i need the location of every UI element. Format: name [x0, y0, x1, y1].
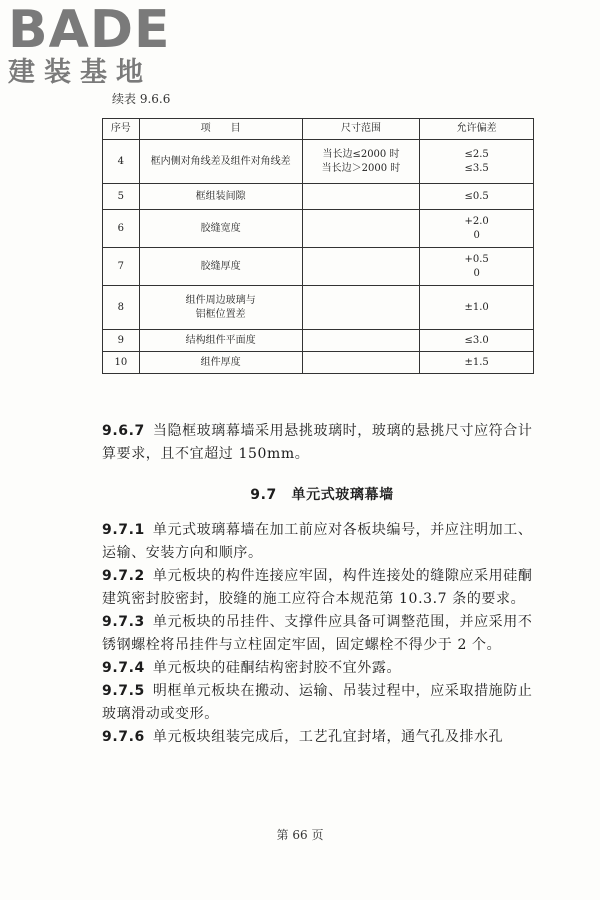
table-row	[103, 210, 534, 248]
row-tolerance-line: ≤3.0	[464, 334, 489, 346]
row-number: 8	[103, 286, 140, 330]
row-number: 4	[103, 140, 140, 184]
section-heading: 9.7 单元式玻璃幕墙	[250, 487, 394, 503]
clause	[102, 657, 542, 680]
row-tolerance-line: ±1.0	[464, 301, 489, 313]
logo-wordmark: BADE	[8, 0, 171, 60]
table-caption: 续表 9.6.6	[112, 92, 171, 106]
table-row	[103, 184, 534, 210]
row-tolerance-line: 0	[473, 267, 480, 279]
clause-text: 单元板块的构件连接应牢固，构件连接处的缝隙应采用硅酮建筑密封胶密封，胶缝的施工应符合本规范第 10.3.7 条的要求。	[102, 568, 533, 607]
row-range	[302, 248, 420, 286]
table-row	[103, 330, 534, 352]
clause-number: 9.7.5	[102, 683, 145, 699]
row-item: 框内侧对角线差及组件对角线差	[139, 140, 302, 184]
row-tolerance-line: ≤0.5	[464, 190, 489, 202]
row-number: 5	[103, 184, 140, 210]
header-range: 尺寸范围	[302, 119, 420, 140]
row-number: 7	[103, 248, 140, 286]
header-item: 项 目	[139, 119, 302, 140]
header-tolerance: 允许偏差	[420, 119, 534, 140]
body-text	[102, 420, 542, 749]
row-range-line: 当长边≤2000 时	[322, 148, 400, 160]
row-tolerance	[420, 140, 534, 184]
table-header-row	[103, 119, 534, 140]
logo	[8, 0, 171, 88]
clause	[102, 611, 542, 657]
row-item: 框组装间隙	[139, 184, 302, 210]
clause-number: 9.7.4	[102, 660, 145, 676]
clause-text: 单元板块组装完成后，工艺孔宜封堵，通气孔及排水孔	[152, 729, 504, 745]
row-tolerance-line: 0	[473, 229, 480, 241]
clause-number: 9.7.3	[102, 614, 145, 630]
clause	[102, 565, 542, 611]
table-row	[103, 286, 534, 330]
tolerance-table	[102, 118, 534, 374]
clause-number: 9.6.7	[102, 423, 145, 439]
clause-text: 单元板块的吊挂件、支撑件应具备可调整范围，并应采用不锈钢螺栓将吊挂件与立柱固定牢固，固定螺栓不得少于 2 个。	[102, 614, 533, 653]
clause-text: 单元板块的硅酮结构密封胶不宜外露。	[152, 660, 402, 676]
table-row	[103, 248, 534, 286]
logo-subtitle: 建装基地	[8, 57, 152, 88]
row-item: 组件厚度	[139, 352, 302, 374]
row-tolerance-line: +0.5	[464, 253, 489, 265]
table-row	[103, 140, 534, 184]
clause-list	[102, 519, 542, 749]
row-range	[302, 286, 420, 330]
row-tolerance-line: ≤2.5	[464, 148, 489, 160]
table-row	[103, 352, 534, 374]
row-tolerance-line: +2.0	[464, 215, 489, 227]
row-number: 6	[103, 210, 140, 248]
clause-text: 单元式玻璃幕墙在加工前应对各板块编号，并应注明加工、运输、安装方向和顺序。	[102, 522, 533, 561]
clause-number: 9.7.1	[102, 522, 145, 538]
clause	[102, 680, 542, 726]
row-range	[302, 330, 420, 352]
clause-text: 当隐框玻璃幕墙采用悬挑玻璃时，玻璃的悬挑尺寸应符合计算要求，且不宜超过 150mm。	[102, 423, 533, 462]
row-item: 组件周边玻璃与 铝框位置差	[139, 286, 302, 330]
header-no: 序号	[103, 119, 140, 140]
row-tolerance	[420, 184, 534, 210]
row-number: 10	[103, 352, 140, 374]
row-tolerance-line: ≤3.5	[464, 162, 489, 174]
row-range	[302, 210, 420, 248]
row-number: 9	[103, 330, 140, 352]
row-tolerance	[420, 210, 534, 248]
row-range	[302, 140, 420, 184]
row-item: 结构组件平面度	[139, 330, 302, 352]
clause	[102, 726, 542, 749]
row-tolerance	[420, 352, 534, 374]
row-range	[302, 184, 420, 210]
row-range-line: 当长边＞2000 时	[321, 162, 401, 174]
row-tolerance-line: ±1.5	[464, 356, 489, 368]
row-range	[302, 352, 420, 374]
row-tolerance	[420, 286, 534, 330]
clause-9-6-7	[102, 420, 542, 466]
row-item: 胶缝宽度	[139, 210, 302, 248]
clause	[102, 519, 542, 565]
clause-number: 9.7.2	[102, 568, 145, 584]
row-tolerance	[420, 330, 534, 352]
row-tolerance	[420, 248, 534, 286]
page-number: 第 66 页	[276, 828, 324, 842]
clause-text: 明框单元板块在搬动、运输、吊装过程中，应采取措施防止玻璃滑动或变形。	[102, 683, 533, 722]
clause-number: 9.7.6	[102, 729, 145, 745]
row-item: 胶缝厚度	[139, 248, 302, 286]
